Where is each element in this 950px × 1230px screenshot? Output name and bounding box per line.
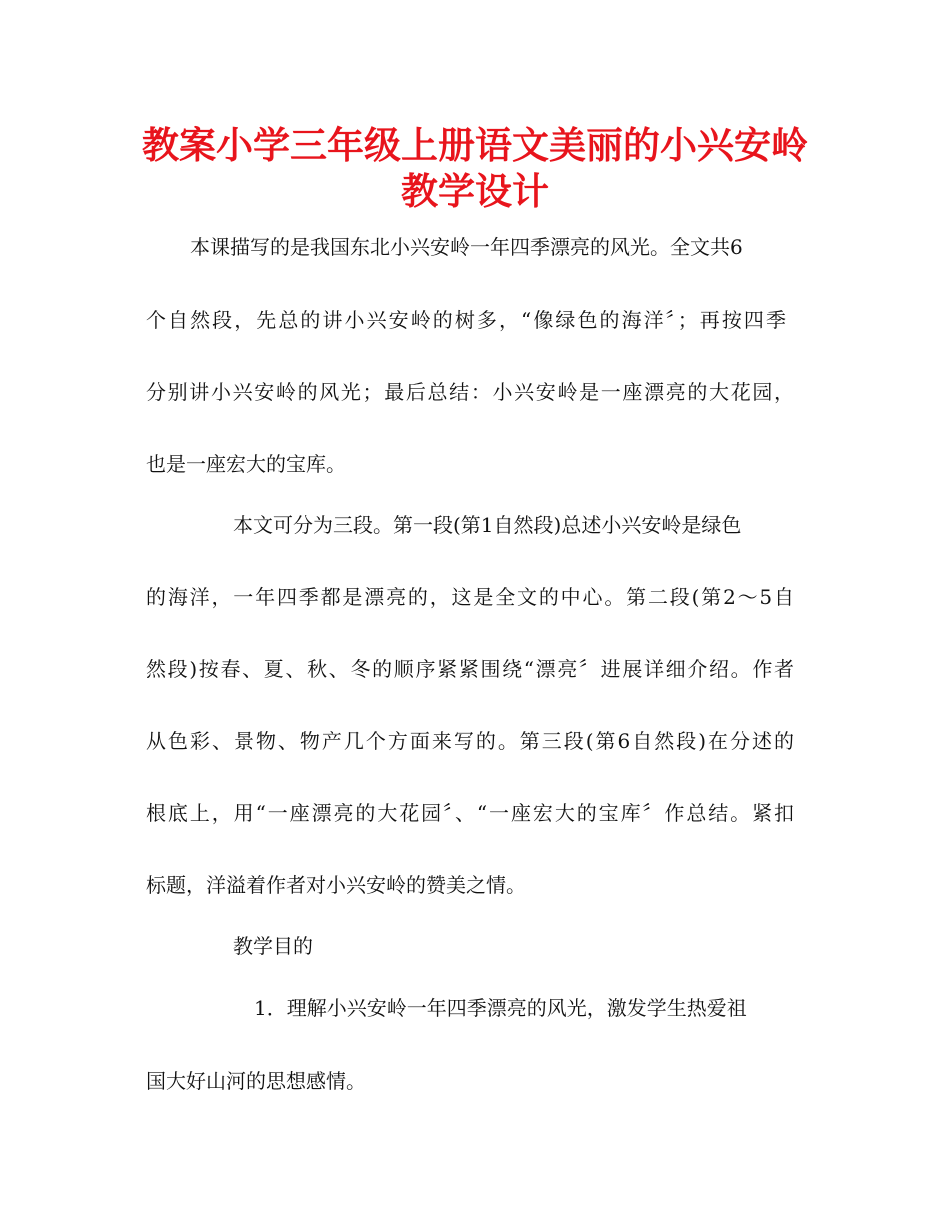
document-title-line-2: 教学设计 — [401, 170, 549, 213]
paragraph-1-line-4: 也是一座宏大的宝库。 — [146, 452, 346, 476]
document-title-line-1: 教案小学三年级上册语文美丽的小兴安岭 — [142, 124, 808, 167]
section-heading: 教学目的 — [233, 934, 313, 958]
paragraph-2-line-3: 然段)按春、夏、秋、冬的顺序紧紧围绕“漂亮〞进展详细介绍。作者 — [146, 657, 794, 681]
paragraph-2-line-6: 标题，洋溢着作者对小兴安岭的赞美之情。 — [146, 873, 526, 897]
paragraph-1-line-3: 分别讲小兴安岭的风光；最后总结：小兴安岭是一座漂亮的大花园， — [146, 380, 794, 404]
objective-1-line-2: 国大好山河的思想感情。 — [146, 1069, 366, 1093]
paragraph-2-line-1: 本文可分为三段。第一段(第1自然段)总述小兴安岭是绿色 — [233, 513, 742, 537]
paragraph-2-line-4: 从色彩、景物、物产几个方面来写的。第三段(第6自然段)在分述的 — [146, 729, 794, 753]
paragraph-1-line-1: 本课描写的是我国东北小兴安岭一年四季漂亮的风光。全文共6 — [190, 235, 743, 259]
paragraph-1-line-2: 个自然段，先总的讲小兴安岭的树多，“像绿色的海洋〞；再按四季 — [146, 308, 786, 332]
objective-1-line-1: 1．理解小兴安岭一年四季漂亮的风光，激发学生热爱祖 — [254, 996, 747, 1020]
paragraph-2-line-5: 根底上，用“一座漂亮的大花园〞、“一座宏大的宝库〞作总结。紧扣 — [146, 801, 794, 825]
paragraph-2-line-2: 的海洋，一年四季都是漂亮的，这是全文的中心。第二段(第2～5自 — [146, 585, 794, 609]
